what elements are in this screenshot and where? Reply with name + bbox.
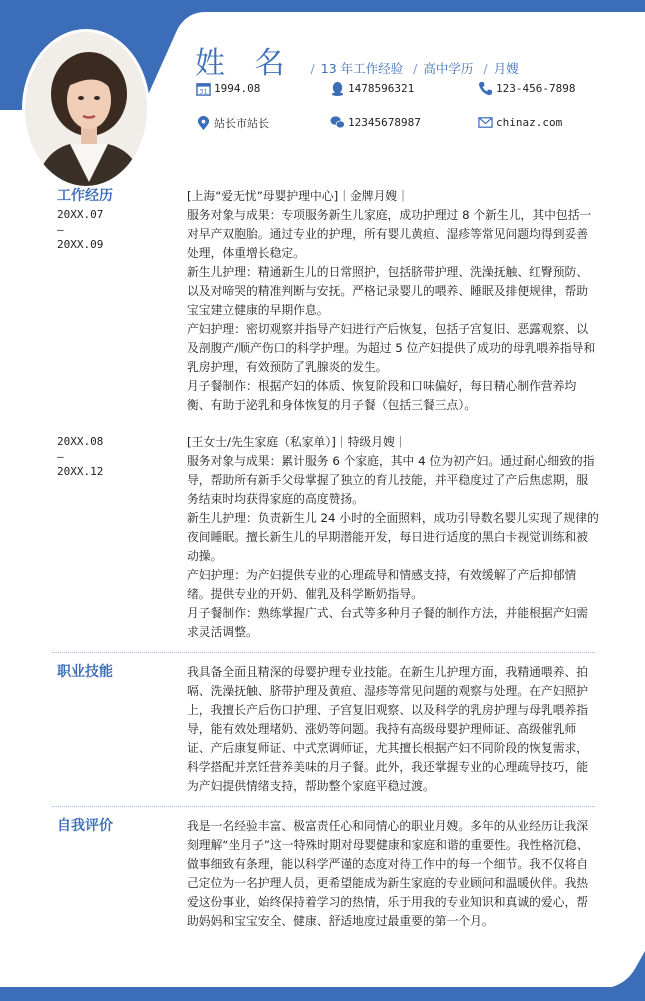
job-title: 月嫂 bbox=[493, 61, 519, 76]
self-evaluation-text: 我是一名经验丰富、极富责任心和同情心的职业月嫂。多年的从业经历让我深刻理解“坐月子”这一特殊时期对母婴健康和家庭和谐的重要性。我性格沉稳、做事细致有条理，能以科学严谨的态度对待工作中的每一个细节。我不仅将自己定位为一名护理人员，更希望能成为新生家庭的专业顾问和温暖伙伴。我热爱这份事业，始终保持着学习的热情，乐于用我的专业知识和真诚的爱心，帮助妈妈和宝宝安全、健康、舒适地度过最重要的第一个月。 bbox=[187, 819, 589, 928]
education: 高中学历 bbox=[423, 61, 474, 76]
qq-number: 1478596321 bbox=[330, 81, 414, 96]
experience-2 bbox=[0, 433, 645, 642]
phone-number: 123-456-7898 bbox=[478, 81, 575, 96]
wechat-id: 12345678987 bbox=[330, 115, 421, 130]
experience-1-details: [上海“爱无忧”母婴护理中心]｜金牌月嫂｜ 服务对象与成果：专项服务新生儿家庭，成功护理过 8 个新生儿，其中包括一对早产双胞胎。通过专业的护理，所有婴儿黄疸、湿疹等常见问题均得到妥善处理，体重增长稳定。 新生儿护理：精通新生儿的日常照护，包括脐带护理、洗澡抚触、红臀预防、以及对啼哭的精准判断与安抚。严格记录婴儿的喂养、睡眠及排便规律，帮助宝宝建立健康的早期作息。 产妇护理：密切观察并指导产妇进行产后恢复，包括子宫复旧、恶露观察、以及剖腹产/顺产伤口的科学护理。为超过 5 位产妇提供了成功的母乳喂养指导和乳房护理，有效预防了乳腺炎的发生。 月子餐制作：根据产妇的体质、恢复阶段和口味偏好，每日精心制作营养均衡、有助于泌乳和身体恢复的月子餐（包括三餐三点）。 bbox=[187, 187, 599, 415]
svg-text:31: 31 bbox=[199, 87, 208, 96]
divider bbox=[52, 652, 595, 653]
birth-date: 31 1994.08 bbox=[196, 81, 260, 96]
experience-2-header: [王女士/先生家庭（私家单）]｜特级月嫂｜ bbox=[187, 435, 407, 449]
location: 站长市站长 bbox=[196, 115, 269, 131]
self-evaluation-section bbox=[0, 817, 645, 931]
header-tags: / 13 年工作经验 / 高中学历 / 月嫂 bbox=[310, 61, 519, 76]
experience-1-dates: 20XX.07 – 20XX.09 bbox=[57, 208, 104, 251]
section-title-self-evaluation: 自我评价 bbox=[57, 818, 113, 834]
section-title-experience: 工作经历 bbox=[57, 188, 113, 204]
experience-2-details: [王女士/先生家庭（私家单）]｜特级月嫂｜ 服务对象与成果：累计服务 6 个家庭，其中 4 位为初产妇。通过耐心细致的指导，帮助所有新手父母掌握了独立的育儿技能，并平稳度过了产后焦虑期，服务结束时均获得家庭的高度赞扬。 新生儿护理：负责新生儿 24 小时的全面照料，成功引导数名婴儿实现了规律的夜间睡眠。擅长新生儿的早期潜能开发，每日进行适度的黑白卡视觉训练和被动操。 产妇护理：为产妇提供专业的心理疏导和情感支持，有效缓解了产后抑郁情绪。提供专业的开奶、催乳及科学断奶指导。 月子餐制作：熟练掌握广式、台式等多种月子餐的制作方法，并能根据产妇需求灵活调整。 bbox=[187, 435, 599, 639]
skills-text: 我具备全面且精深的母婴护理专业技能。在新生儿护理方面，我精通喂养、拍嗝、洗澡抚触、脐带护理及黄疸、湿疹等常见问题的观察与处理。在产妇照护上，我擅长产后伤口护理、子宫复旧观察、以及科学的乳房护理与母乳喂养指导，能有效处理堵奶、涨奶等问题。我持有高级母婴护理师证、高级催乳师证、产后康复师证、中式烹调师证，尤其擅长根据产妇不同阶段的恢复需求，科学搭配并烹饪营养美味的月子餐。此外，我还掌握专业的心理疏导技巧，能为产妇提供情绪支持，帮助整个家庭平稳过渡。 bbox=[187, 665, 589, 793]
experience-years: 13 年工作经验 bbox=[320, 61, 404, 76]
candidate-name: 姓 名 bbox=[195, 46, 295, 81]
experience-1-header: [上海“爱无忧”母婴护理中心]｜金牌月嫂｜ bbox=[187, 189, 409, 203]
experience-2-dates: 20XX.08 – 20XX.12 bbox=[57, 435, 104, 478]
divider bbox=[52, 806, 595, 807]
experience-1 bbox=[0, 187, 645, 415]
section-title-skills: 职业技能 bbox=[57, 664, 113, 680]
email: chinaz.com bbox=[478, 115, 562, 130]
skills-section bbox=[0, 663, 645, 796]
